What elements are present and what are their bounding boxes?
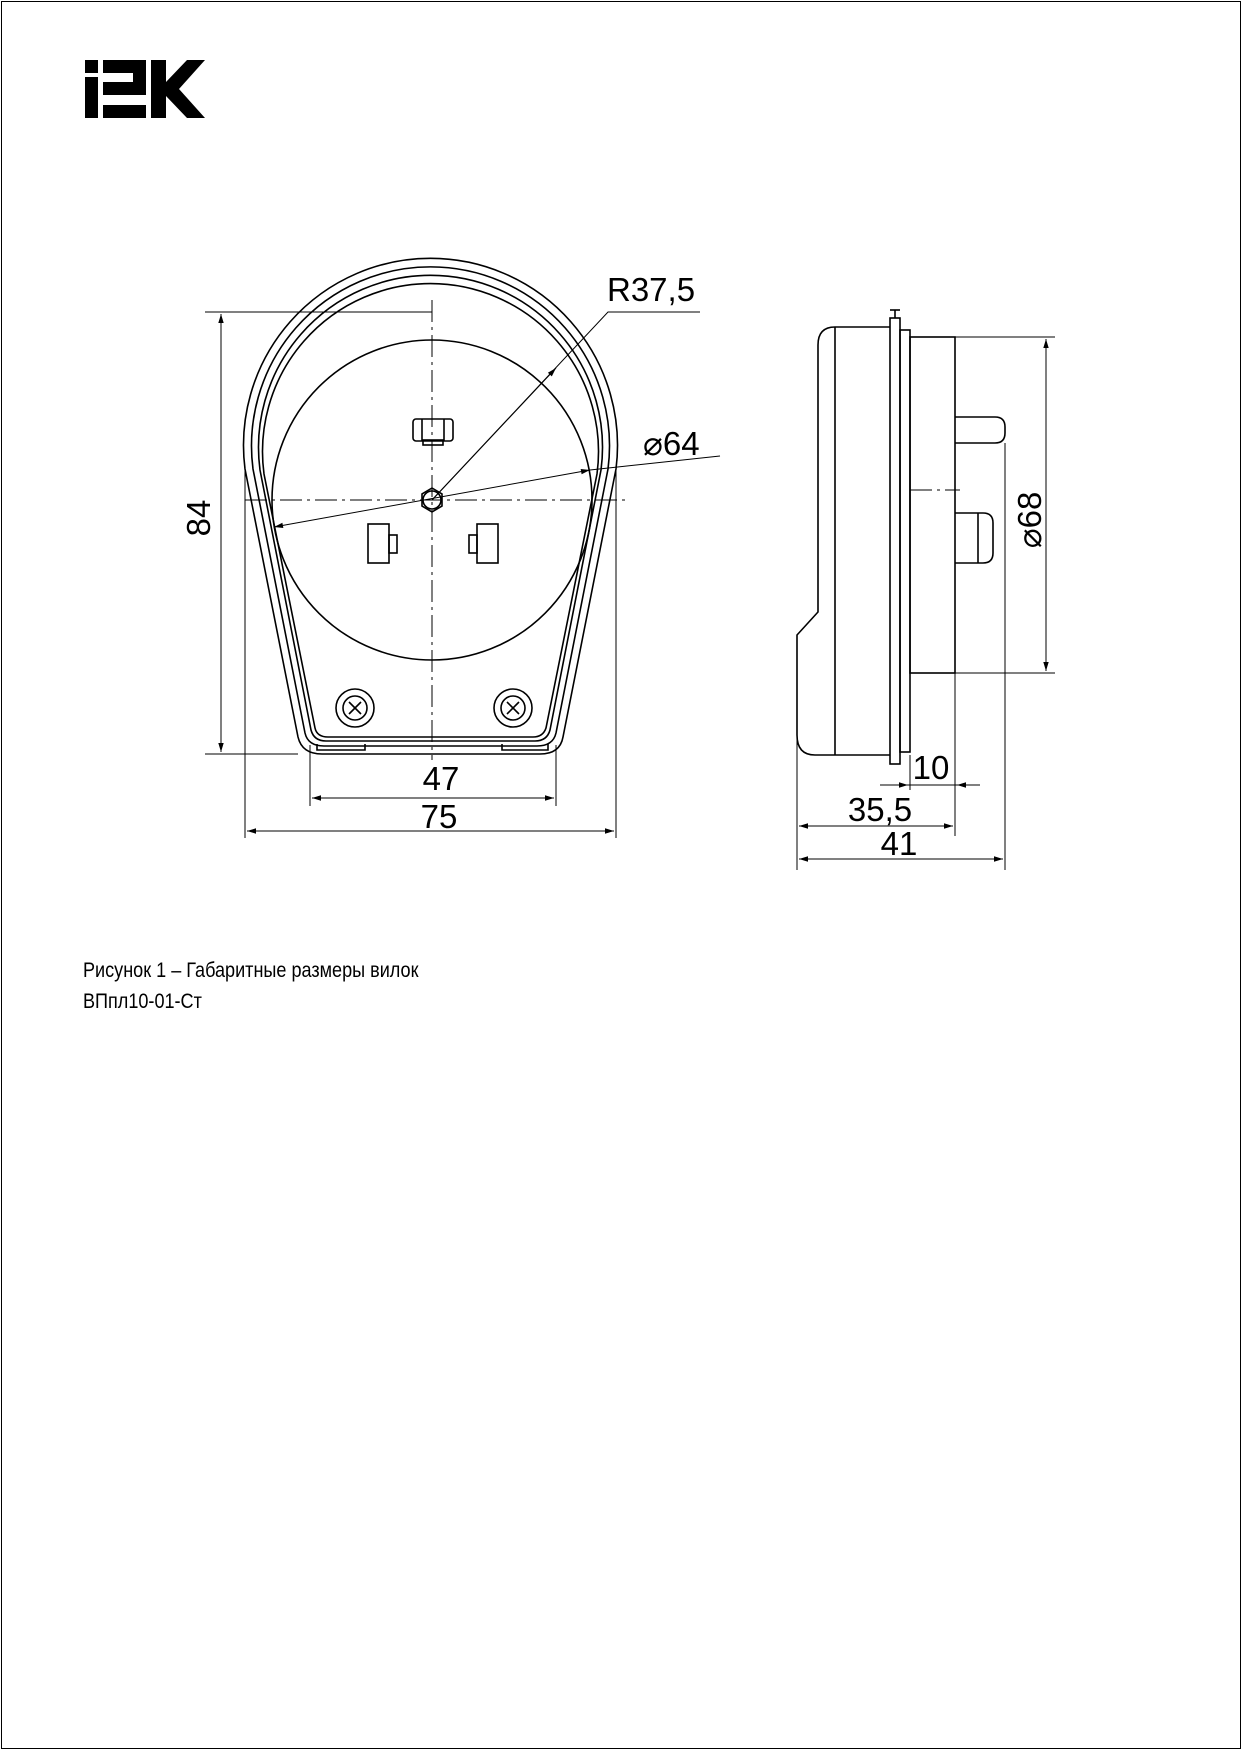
dim-height-label: 84: [180, 499, 217, 537]
dim-pin-length-label: 10: [912, 749, 950, 786]
base-foot-left: [317, 744, 365, 750]
dim-body-depth-label: 35,5: [847, 791, 913, 828]
dim-base-width-label: 47: [422, 760, 460, 797]
pin-right: [477, 524, 498, 563]
dim-overall-width-label: 75: [420, 798, 458, 835]
caption-line-2: ВПпл10-01-Ст: [83, 990, 202, 1013]
dim-radius-label: R37,5: [607, 271, 696, 308]
dim-diameter-label: ⌀68: [1011, 491, 1048, 549]
side-pin-upper: [955, 417, 1005, 443]
side-view: [797, 310, 1005, 764]
side-pin-lower: [955, 513, 993, 563]
side-flange: [890, 318, 900, 764]
dim-overall-depth-label: 41: [880, 825, 918, 862]
side-body: [797, 327, 890, 755]
front-view: [243, 258, 617, 754]
earth-contact: [413, 419, 453, 441]
pin-left: [368, 524, 389, 563]
housing-outer: [243, 258, 617, 754]
base-foot-right: [502, 744, 548, 750]
front-center-lines: [245, 300, 625, 760]
figure-caption: [83, 955, 419, 1017]
front-dimension-lines: [205, 312, 720, 838]
side-face: [910, 337, 955, 673]
caption-line-1: Рисунок 1 – Габаритные размеры вилок: [83, 959, 419, 982]
dim-inner-diameter-label: ⌀64: [643, 425, 700, 462]
